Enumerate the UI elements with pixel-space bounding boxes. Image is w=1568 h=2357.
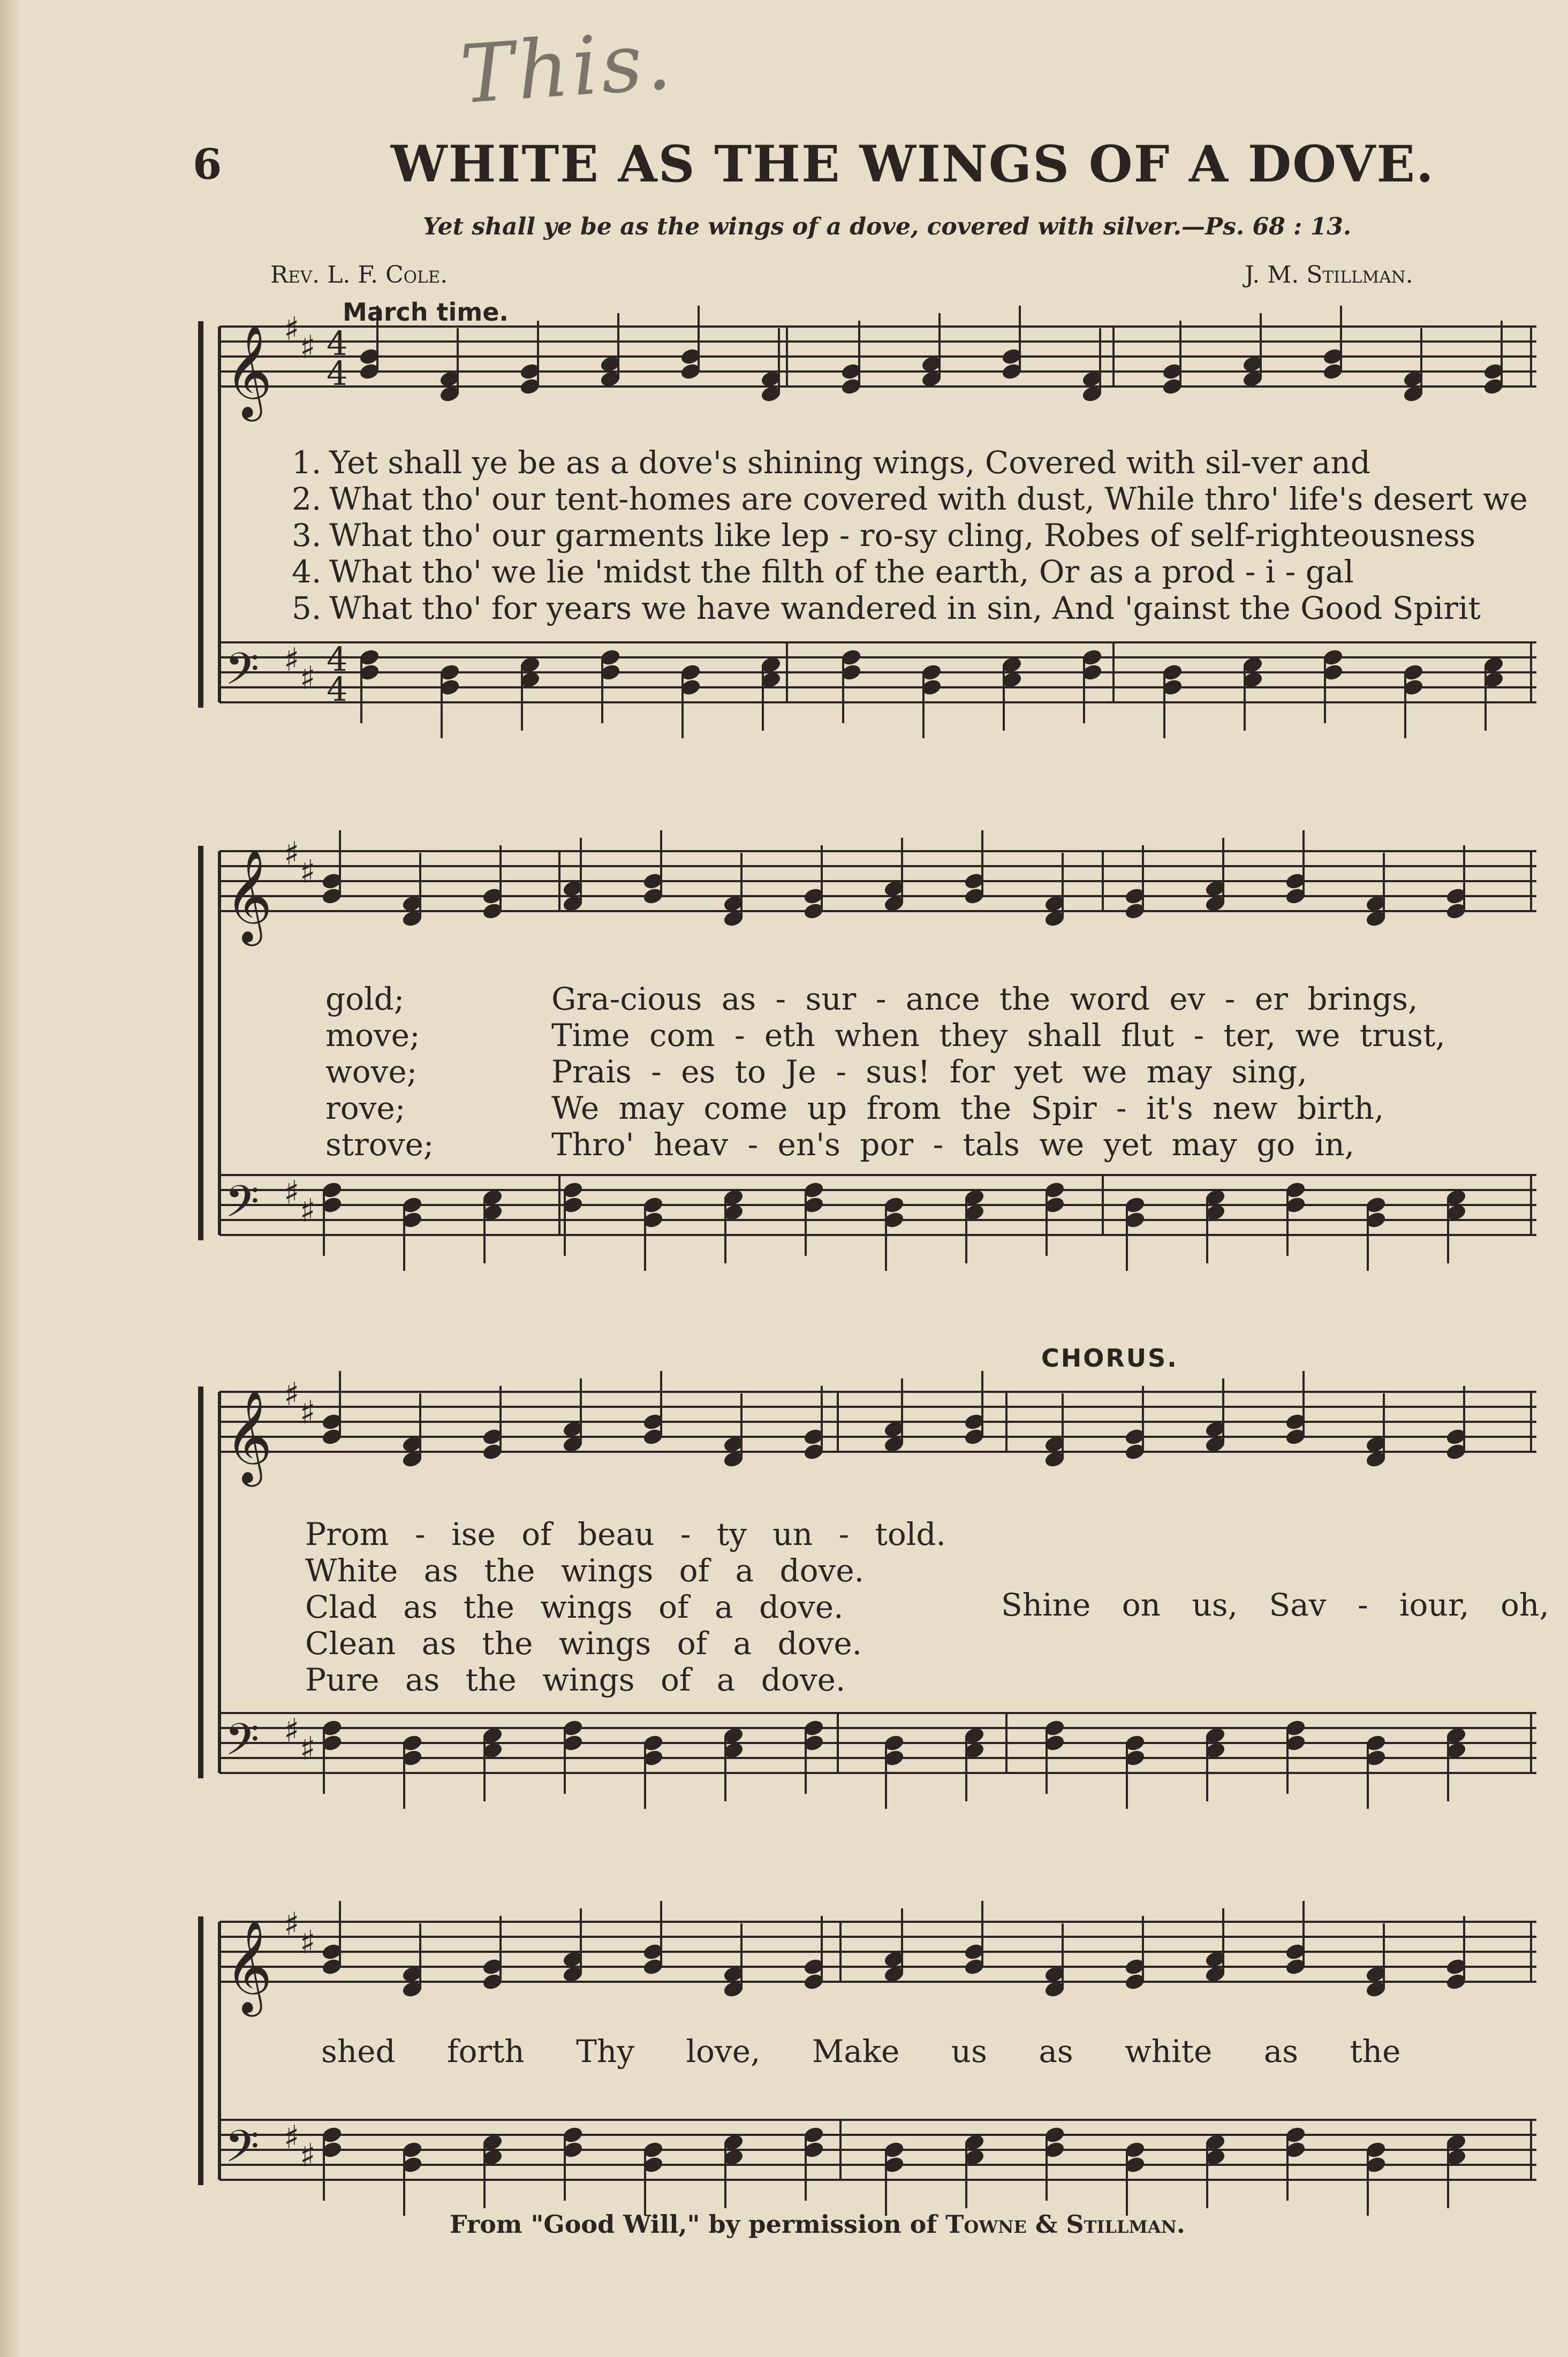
key-sharp: ♯ [300, 328, 316, 366]
key-sharp: ♯ [284, 1712, 300, 1750]
key-sharp: ♯ [300, 659, 316, 697]
bass-clef: 𝄢 [225, 2120, 260, 2183]
key-sharp: ♯ [284, 1376, 300, 1414]
treble-clef: 𝄞 [225, 1390, 272, 1483]
page-number: 6 [193, 140, 222, 189]
chorus-label: CHORUS. [1041, 1344, 1178, 1373]
verse-line-2: 2. What tho' our tent-homes are covered with dust, While thro' life's desert we [292, 481, 1528, 517]
verse-line-4: 4. What tho' we lie 'midst the filth of the earth, Or as a prod - i - gal [292, 554, 1354, 590]
chorus-lyrics-line: Shine on us, Sav - iour, oh, [1001, 1587, 1549, 1623]
verse-block [292, 444, 1528, 626]
key-sharp: ♯ [300, 1192, 316, 1230]
scripture-reference: Yet shall ye be as the wings of a dove, covered with silver.—Ps. 68 : 13. [423, 213, 1352, 240]
treble-clef: 𝄞 [225, 1920, 272, 2013]
system2-start-words: gold; move; wove; rove; strove; [325, 981, 434, 1163]
key-sharp: ♯ [284, 310, 300, 348]
key-sharp: ♯ [284, 835, 300, 873]
lyricist-credit: Rev. L. F. Cole. [270, 261, 448, 289]
time-signature: 4 [327, 324, 348, 363]
hymn-title: WHITE AS THE WINGS OF A DOVE. [391, 135, 1435, 194]
verse-line-1: 1. Yet shall ye be as a dove's shining wings, Covered with sil-ver and [292, 444, 1370, 481]
time-signature: 4 [327, 640, 348, 679]
composer-credit: J. M. Stillman. [1245, 261, 1413, 289]
key-sharp: ♯ [300, 1393, 316, 1431]
key-sharp: ♯ [300, 853, 316, 891]
key-sharp: ♯ [284, 2119, 300, 2157]
footer-credit: From "Good Will," by permission of Towne & Stillman. [450, 2210, 1185, 2239]
system2-lyrics: Gra-cious as - sur - ance the word ev - er brings, Time com - eth when they shall flut - ter, we trust, Prais - es to Je - sus! for yet we may sing, We may come up from the Spir - it's new birth, Thro' heav - en's por - tals we yet may go in, [551, 981, 1445, 1163]
key-sharp: ♯ [284, 1174, 300, 1212]
treble-clef: 𝄞 [225, 324, 272, 418]
key-sharp: ♯ [300, 1923, 316, 1961]
system3-lyrics: Prom - ise of beau - ty un - told. White as the wings of a dove. Clad as the wings of a dove. Clean as the wings of a dove. Pure as the wings of a dove. [305, 1516, 946, 1698]
time-signature: 4 [327, 354, 348, 393]
tempo-marking: March time. [343, 298, 509, 327]
bass-clef: 𝄢 [225, 643, 260, 706]
verse-line-3: 3. What tho' our garments like lep - ro-sy cling, Robes of self-righteousness [292, 517, 1476, 554]
key-sharp: ♯ [284, 1906, 300, 1944]
key-sharp: ♯ [300, 2136, 316, 2174]
handwritten-annotation: This. [457, 14, 677, 122]
key-sharp: ♯ [284, 641, 300, 679]
verse-line-5: 5. What tho' for years we have wandered in sin, And 'gainst the Good Spirit [292, 590, 1481, 626]
time-signature: 4 [327, 670, 348, 709]
system4-lyrics: shed forth Thy love, Make us as white as the [321, 2033, 1401, 2070]
bass-clef: 𝄢 [225, 1176, 260, 1238]
treble-clef: 𝄞 [225, 849, 272, 942]
bass-clef: 𝄢 [225, 1714, 260, 1776]
key-sharp: ♯ [300, 1730, 316, 1768]
